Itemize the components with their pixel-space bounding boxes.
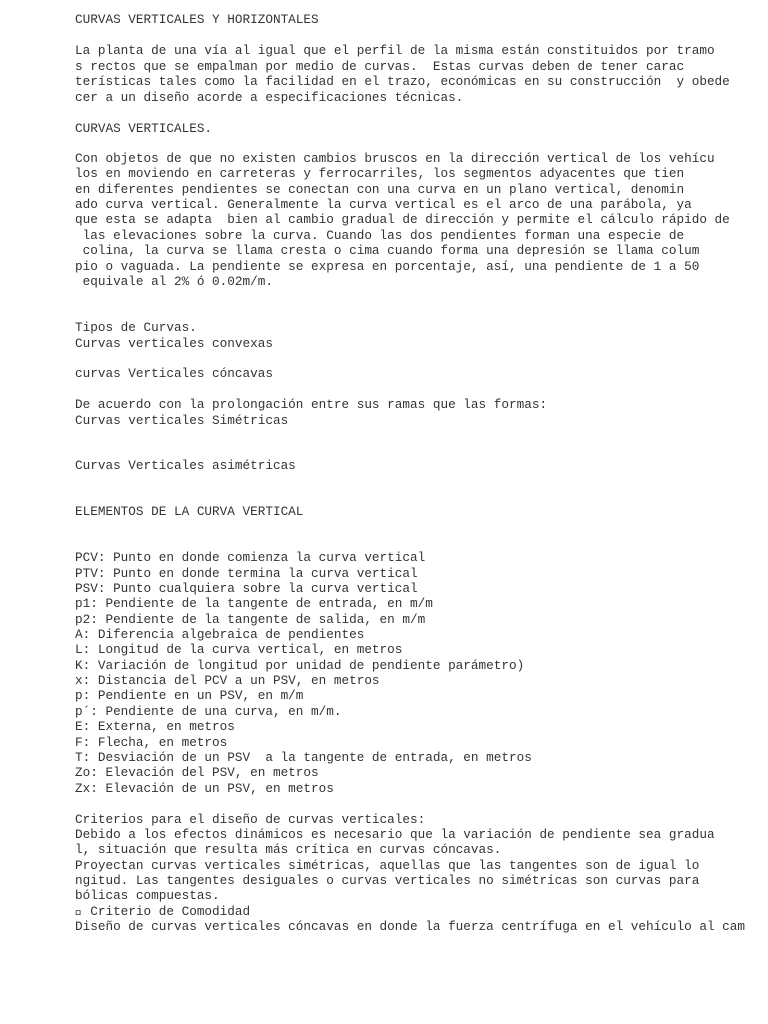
criteria-line: l, situación que resulta más crítica en curvas cóncavas. — [75, 842, 502, 857]
element-item: PTV: Punto en donde termina la curva vertical — [75, 566, 418, 581]
criteria-line: Debido a los efectos dinámicos es necesario que la variación de pendiente sea gradua — [75, 827, 715, 842]
criteria-line: bólicas compuestas. — [75, 888, 220, 903]
vertical-paragraph-line: pio o vaguada. La pendiente se expresa en porcentaje, así, una pendiente de 1 a 50 — [75, 259, 700, 274]
types-heading: Tipos de Curvas. — [75, 320, 197, 335]
criteria-line: Proyectan curvas verticales simétricas, aquellas que las tangentes son de igual lo — [75, 858, 700, 873]
prolongation-text: De acuerdo con la prolongación entre sus ramas que las formas: — [75, 397, 548, 412]
intro-line: s rectos que se empalman por medio de curvas. Estas curvas deben de tener carac — [75, 59, 685, 74]
intro-line: terísticas tales como la facilidad en el trazo, económicas en su construcción y obede — [75, 74, 730, 89]
element-item: Zo: Elevación del PSV, en metros — [75, 765, 319, 780]
vertical-paragraph-line: en diferentes pendientes se conectan con una curva en un plano vertical, denomin — [75, 182, 685, 197]
vertical-paragraph-line: los en moviendo en carreteras y ferrocarriles, los segmentos adyacentes que tien — [75, 166, 685, 181]
section-heading-vertical: CURVAS VERTICALES. — [75, 121, 213, 136]
criteria-line: Diseño de curvas verticales cóncavas en donde la fuerza centrífuga en el vehículo al cam — [75, 919, 746, 934]
vertical-paragraph-line: equivale al 2% ó 0.02m/m. — [75, 274, 273, 289]
element-item: K: Variación de longitud por unidad de pendiente parámetro) — [75, 658, 525, 673]
type-asymmetric: Curvas Verticales asimétricas — [75, 458, 296, 473]
vertical-paragraph-line: colina, la curva se llama cresta o cima cuando forma una depresión se llama colum — [75, 243, 700, 258]
element-item: x: Distancia del PCV a un PSV, en metros — [75, 673, 380, 688]
vertical-paragraph-line: Con objetos de que no existen cambios bruscos en la dirección vertical de los vehícu — [75, 151, 715, 166]
element-item: E: Externa, en metros — [75, 719, 235, 734]
criteria-line: Criterios para el diseño de curvas verticales: — [75, 812, 426, 827]
type-symmetric: Curvas verticales Simétricas — [75, 413, 289, 428]
document-title: CURVAS VERTICALES Y HORIZONTALES — [75, 12, 319, 27]
element-item: T: Desviación de un PSV a la tangente de entrada, en metros — [75, 750, 532, 765]
element-item: F: Flecha, en metros — [75, 735, 228, 750]
vertical-paragraph-line: ado curva vertical. Generalmente la curva vertical es el arco de una parábola, ya — [75, 197, 692, 212]
elements-heading: ELEMENTOS DE LA CURVA VERTICAL — [75, 504, 304, 519]
element-item: L: Longitud de la curva vertical, en metros — [75, 642, 403, 657]
element-item: Zx: Elevación de un PSV, en metros — [75, 781, 334, 796]
intro-line: cer a un diseño acorde a especificaciones técnicas. — [75, 90, 464, 105]
element-item: PSV: Punto cualquiera sobre la curva vertical — [75, 581, 418, 596]
criteria-line: ngitud. Las tangentes desiguales o curvas verticales no simétricas son curvas para — [75, 873, 700, 888]
type-concave: curvas Verticales cóncavas — [75, 366, 273, 381]
element-item: A: Diferencia algebraica de pendientes — [75, 627, 365, 642]
criteria-line: Criterio de Comodidad — [75, 904, 251, 919]
vertical-paragraph-line: las elevaciones sobre la curva. Cuando las dos pendientes forman una especie de — [75, 228, 685, 243]
type-convex: Curvas verticales convexas — [75, 336, 273, 351]
element-item: p: Pendiente en un PSV, en m/m — [75, 688, 304, 703]
element-item: p´: Pendiente de una curva, en m/m. — [75, 704, 342, 719]
vertical-paragraph-line: que esta se adapta bien al cambio gradual de dirección y permite el cálculo rápido de — [75, 212, 730, 227]
element-item: PCV: Punto en donde comienza la curva vertical — [75, 550, 426, 565]
element-item: p2: Pendiente de la tangente de salida, en m/m — [75, 612, 426, 627]
element-item: p1: Pendiente de la tangente de entrada, en m/m — [75, 596, 433, 611]
intro-line: La planta de una vía al igual que el perfil de la misma están constituidos por tramo — [75, 43, 715, 58]
